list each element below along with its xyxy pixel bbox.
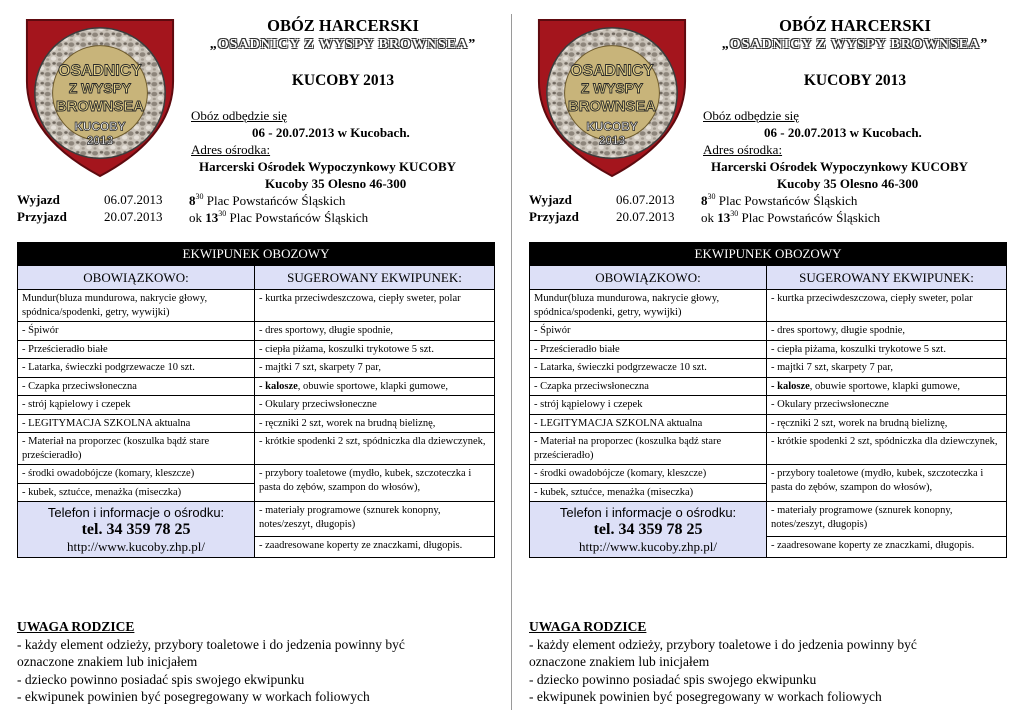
suggested-item: - zaadresowane koperty ze znaczkami, długopis.	[255, 537, 495, 558]
suggested-header: SUGEROWANY EKWIPUNEK:	[255, 266, 495, 290]
suggested-item: - krótkie spodenki 2 szt, spódniczka dla dziewczynek,	[255, 433, 495, 465]
table-row	[18, 414, 495, 433]
mandatory-header: OBOWIĄZKOWO:	[530, 266, 767, 290]
phone-number: tel. 34 359 78 25	[593, 521, 703, 538]
equipment-title: EKWIPUNEK OBOZOWY	[530, 243, 1007, 266]
address-name: Harcerski Ośrodek Wypoczynkowy KUCOBY	[199, 159, 457, 174]
table-row	[18, 340, 495, 359]
table-row	[530, 414, 1007, 433]
phone-info	[530, 502, 767, 558]
mandatory-item: - Śpiwór	[18, 322, 255, 341]
camp-subtitle-text: OSADNICY Z WYSPY BROWNSEA	[729, 37, 981, 52]
suggested-item: - majtki 7 szt, skarpety 7 par,	[255, 359, 495, 378]
table-row	[18, 465, 495, 484]
address-street: Kucoby 35 Olesno 46-300	[265, 176, 407, 191]
logo-text-5: 2013	[598, 133, 626, 148]
suggested-item: - przybory toaletowe (mydło, kubek, szczoteczka i pasta do zębów, szampon do włosów),	[255, 465, 495, 502]
table-row	[18, 433, 495, 465]
camp-logo	[533, 12, 691, 180]
address-street: Kucoby 35 Olesno 46-300	[777, 176, 919, 191]
logo-text-2: Z WYSPY	[68, 80, 132, 97]
notice-line: - ekwipunek powinien być posegregowany w workach foliowych	[529, 689, 882, 704]
camp-dates-label: Obóz odbędzie się	[703, 108, 800, 123]
phone-label: Telefon i informacje o ośrodku:	[47, 505, 225, 520]
mandatory-item: - Materiał na proporzec (koszulka bądź stare prześcieradło)	[18, 433, 255, 465]
mandatory-item: - Latarka, świeczki podgrzewacze 10 szt.	[530, 359, 767, 378]
arrival-time: ok $13^{30}$ Plac Powstańców Śląskich	[701, 209, 881, 225]
mandatory-item: - Prześcieradło białe	[18, 340, 255, 359]
mandatory-item: - środki owadobójcze (komary, kleszcze)	[530, 465, 767, 484]
departure-date: 06.07.2013	[616, 192, 675, 207]
center-divider	[511, 14, 512, 710]
parents-notice	[529, 618, 1007, 706]
phone-info	[18, 502, 255, 558]
suggested-item: - krótkie spodenki 2 szt, spódniczka dla dziewczynek,	[767, 433, 1007, 465]
departure-time: $8^{30}$ Plac Powstańców Śląskich	[189, 192, 346, 208]
logo-text-3: BROWNSEA	[56, 98, 144, 115]
address-label: Adres ośrodka:	[191, 142, 271, 157]
logo-text-5: 2013	[86, 133, 114, 148]
suggested-item: - majtki 7 szt, skarpety 7 par,	[767, 359, 1007, 378]
table-row	[530, 433, 1007, 465]
mandatory-item: - Latarka, świeczki podgrzewacze 10 szt.	[18, 359, 255, 378]
table-row	[18, 359, 495, 378]
notice-line: - dziecko powinno posiadać spis swojego ekwipunku	[529, 671, 817, 687]
departure-label: Wyjazd	[17, 192, 60, 207]
logo-text-4: KUCOBY	[586, 119, 638, 134]
mandatory-item: - Prześcieradło białe	[530, 340, 767, 359]
table-row	[530, 396, 1007, 415]
equipment-table	[17, 242, 495, 558]
equipment-title: EKWIPUNEK OBOZOWY	[18, 243, 495, 266]
suggested-item: - kalosze, obuwie sportowe, klapki gumowe,	[767, 377, 1007, 396]
address-label: Adres ośrodka:	[703, 142, 783, 157]
notice-line: oznaczone znakiem lub inicjałem	[17, 654, 198, 669]
table-row	[18, 377, 495, 396]
suggested-item: - Okulary przeciwsłoneczne	[255, 396, 495, 415]
equipment-table	[529, 242, 1007, 558]
mandatory-item: - Czapka przeciwsłoneczna	[530, 377, 767, 396]
table-row	[18, 502, 495, 537]
departure-label: Wyjazd	[529, 192, 572, 207]
suggested-item: - przybory toaletowe (mydło, kubek, szczoteczka i pasta do zębów, szampon do włosów),	[767, 465, 1007, 502]
notice-title: UWAGA RODZICE	[17, 619, 135, 634]
suggested-item: - ciepła piżama, koszulki trykotowe 5 szt.	[255, 340, 495, 359]
notice-line: - każdy element odzieży, przybory toaletowe i do jedzenia powinny być	[17, 636, 405, 652]
camp-dates: 06 - 20.07.2013 w Kucobach.	[764, 125, 922, 140]
mandatory-item: - strój kąpielowy i czepek	[530, 396, 767, 415]
arrival-label: Przyjazd	[17, 209, 67, 224]
notice-line: - ekwipunek powinien być posegregowany w workach foliowych	[17, 689, 370, 704]
address-name: Harcerski Ośrodek Wypoczynkowy KUCOBY	[711, 159, 969, 174]
notice-line: - dziecko powinno posiadać spis swojego ekwipunku	[17, 671, 305, 687]
departure-time: $8^{30}$ Plac Powstańców Śląskich	[701, 192, 858, 208]
parents-notice	[17, 618, 495, 706]
suggested-item: - materiały programowe (sznurek konopny, notes/zeszyt, długopis)	[255, 502, 495, 537]
camp-event: KUCOBY 2013	[803, 72, 907, 89]
table-row	[18, 322, 495, 341]
mandatory-item: Mundur(bluza mundurowa, nakrycie głowy, spódnica/spodenki, getry, wywijki)	[530, 290, 767, 322]
mandatory-item: Mundur(bluza mundurowa, nakrycie głowy, spódnica/spodenki, getry, wywijki)	[18, 290, 255, 322]
table-row	[530, 377, 1007, 396]
table-row	[530, 465, 1007, 484]
suggested-item: - ręczniki 2 szt, worek na brudną bieliznę,	[767, 414, 1007, 433]
suggested-item: - kurtka przeciwdeszczowa, ciepły sweter, polar	[767, 290, 1007, 322]
arrival-date: 20.07.2013	[104, 209, 163, 224]
suggested-item: - Okulary przeciwsłoneczne	[767, 396, 1007, 415]
phone-label: Telefon i informacje o ośrodku:	[559, 505, 737, 520]
suggested-item: - kalosze, obuwie sportowe, klapki gumowe,	[255, 377, 495, 396]
mandatory-item: - Śpiwór	[530, 322, 767, 341]
website-url: http://www.kucoby.zhp.pl/	[578, 539, 718, 554]
logo-text-4: KUCOBY	[74, 119, 126, 134]
mandatory-item: - kubek, sztućce, menażka (miseczka)	[530, 483, 767, 502]
arrival-label: Przyjazd	[529, 209, 579, 224]
suggested-header: SUGEROWANY EKWIPUNEK:	[767, 266, 1007, 290]
notice-line: oznaczone znakiem lub inicjałem	[529, 654, 710, 669]
flyer-right	[529, 0, 1007, 724]
mandatory-item: - kubek, sztućce, menażka (miseczka)	[18, 483, 255, 502]
logo-text-3: BROWNSEA	[568, 98, 656, 115]
table-row	[18, 290, 495, 322]
suggested-item: - ręczniki 2 szt, worek na brudną bieliznę,	[255, 414, 495, 433]
mandatory-header: OBOWIĄZKOWO:	[18, 266, 255, 290]
departure-date: 06.07.2013	[104, 192, 163, 207]
table-row	[530, 322, 1007, 341]
camp-logo	[21, 12, 179, 180]
arrival-time: ok $13^{30}$ Plac Powstańców Śląskich	[189, 209, 369, 225]
suggested-item: - dres sportowy, długie spodnie,	[767, 322, 1007, 341]
mandatory-item: - Materiał na proporzec (koszulka bądź stare prześcieradło)	[530, 433, 767, 465]
logo-text-1: OSADNICY	[58, 62, 142, 80]
website-url: http://www.kucoby.zhp.pl/	[66, 539, 206, 554]
logo-text-1: OSADNICY	[570, 62, 654, 80]
camp-dates: 06 - 20.07.2013 w Kucobach.	[252, 125, 410, 140]
suggested-item: - kurtka przeciwdeszczowa, ciepły sweter, polar	[255, 290, 495, 322]
suggested-item: - zaadresowane koperty ze znaczkami, długopis.	[767, 537, 1007, 558]
phone-number: tel. 34 359 78 25	[81, 521, 191, 538]
camp-dates-label: Obóz odbędzie się	[191, 108, 288, 123]
mandatory-item: - LEGITYMACJA SZKOLNA aktualna	[530, 414, 767, 433]
camp-subtitle: „OSADNICY Z WYSPY BROWNSEA”	[209, 37, 477, 52]
arrival-date: 20.07.2013	[616, 209, 675, 224]
mandatory-item: - środki owadobójcze (komary, kleszcze)	[18, 465, 255, 484]
camp-title: OBÓZ HARCERSKI	[779, 16, 931, 35]
suggested-item: - dres sportowy, długie spodnie,	[255, 322, 495, 341]
suggested-item: - materiały programowe (sznurek konopny, notes/zeszyt, długopis)	[767, 502, 1007, 537]
notice-line: - każdy element odzieży, przybory toaletowe i do jedzenia powinny być	[529, 636, 917, 652]
camp-event: KUCOBY 2013	[291, 72, 395, 89]
table-row	[530, 359, 1007, 378]
mandatory-item: - strój kąpielowy i czepek	[18, 396, 255, 415]
table-row	[18, 396, 495, 415]
mandatory-item: - LEGITYMACJA SZKOLNA aktualna	[18, 414, 255, 433]
flyer-left	[17, 0, 495, 724]
logo-text-2: Z WYSPY	[580, 80, 644, 97]
table-row	[530, 340, 1007, 359]
mandatory-item: - Czapka przeciwsłoneczna	[18, 377, 255, 396]
notice-title: UWAGA RODZICE	[529, 619, 647, 634]
table-row	[530, 290, 1007, 322]
camp-subtitle: „OSADNICY Z WYSPY BROWNSEA”	[721, 37, 989, 52]
table-row	[530, 502, 1007, 537]
camp-title: OBÓZ HARCERSKI	[267, 16, 419, 35]
suggested-item: - ciepła piżama, koszulki trykotowe 5 szt.	[767, 340, 1007, 359]
camp-subtitle-text: OSADNICY Z WYSPY BROWNSEA	[217, 37, 469, 52]
